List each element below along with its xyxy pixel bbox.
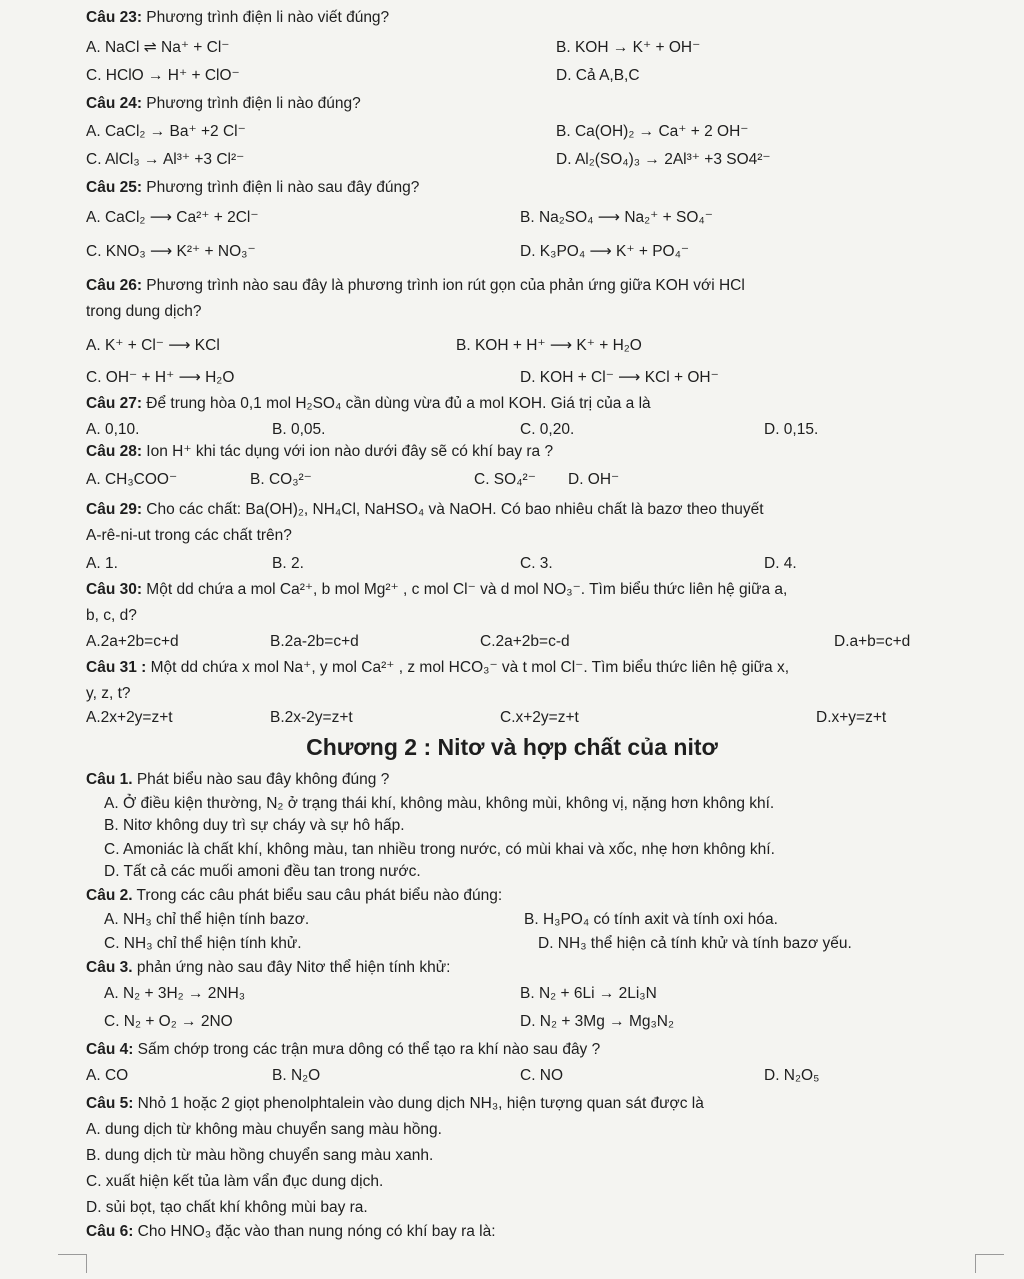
answer-option: C. NH₃ chỉ thể hiện tính khử. bbox=[104, 935, 302, 952]
question-text: Để trung hòa 0,1 mol H₂SO₄ cần dùng vừa đủ a mol KOH. Giá trị của a là bbox=[142, 395, 651, 412]
answer-option: A. 1. bbox=[86, 555, 118, 572]
question-text: Phương trình điện li nào viết đúng? bbox=[142, 9, 390, 26]
answer-option: B. CO₃²⁻ bbox=[250, 471, 312, 488]
question-stem bbox=[86, 276, 994, 296]
question-text: Phát biểu nào sau đây không đúng ? bbox=[132, 771, 390, 788]
question-stem bbox=[86, 394, 994, 414]
answer-option: D. 0,15. bbox=[764, 421, 819, 438]
answer-option: A. dung dịch từ không màu chuyển sang màu hồng. bbox=[86, 1121, 442, 1138]
answer-option: B. Na₂SO₄ ⟶ Na₂⁺ + SO₄⁻ bbox=[520, 209, 713, 226]
answer-option: D. K₃PO₄ ⟶ K⁺ + PO₄⁻ bbox=[520, 243, 690, 260]
answer-option: C. HClO → H⁺ + ClO⁻ bbox=[86, 67, 240, 84]
answer-option: C.x+2y=z+t bbox=[500, 709, 579, 726]
answer-option: D. KOH + Cl⁻ ⟶ KCl + OH⁻ bbox=[520, 369, 719, 386]
question-number: Câu 26: bbox=[86, 277, 142, 294]
question-number: Câu 31 : bbox=[86, 659, 147, 676]
question-stem bbox=[86, 8, 994, 28]
answer-option: B. N₂O bbox=[272, 1067, 321, 1084]
question-text: Nhỏ 1 hoặc 2 giọt phenolphtalein vào dung dịch NH₃, hiện tượng quan sát được là bbox=[133, 1095, 704, 1112]
question-text: Phương trình điện li nào đúng? bbox=[142, 95, 361, 112]
answer-option: C. NO bbox=[520, 1067, 564, 1084]
answer-option: B. H₃PO₄ có tính axit và tính oxi hóa. bbox=[524, 911, 778, 928]
answer-option: A. CO bbox=[86, 1067, 129, 1084]
question-text: Phương trình nào sau đây là phương trình ion rút gọn của phản ứng giữa KOH với HCl bbox=[142, 277, 745, 294]
question-text: Sấm chớp trong các trận mưa dông có thể tạo ra khí nào sau đây ? bbox=[133, 1041, 601, 1058]
answer-option: trong dung dịch? bbox=[86, 303, 202, 320]
question-stem bbox=[86, 1040, 994, 1060]
question-number: Câu 27: bbox=[86, 395, 142, 412]
answer-option: D. Tất cả các muối amoni đều tan trong nước. bbox=[104, 863, 421, 880]
answer-option: B.2a-2b=c+d bbox=[270, 633, 359, 650]
answer-option: C.2a+2b=c-d bbox=[480, 633, 570, 650]
question-text: Trong các câu phát biểu sau câu phát biểu nào đúng: bbox=[132, 887, 503, 904]
answer-option: C. xuất hiện kết tủa làm vẩn đục dung dịch. bbox=[86, 1173, 384, 1190]
answer-option: A. NaCl ⇌ Na⁺ + Cl⁻ bbox=[86, 39, 230, 56]
question-number: Câu 23: bbox=[86, 9, 142, 26]
question-text: Cho các chất: Ba(OH)₂, NH₄Cl, NaHSO₄ và NaOH. Có bao nhiêu chất là bazơ theo thuyết bbox=[142, 501, 764, 518]
question-stem bbox=[86, 770, 994, 790]
answer-option: A. CaCl₂ ⟶ Ca²⁺ + 2Cl⁻ bbox=[86, 209, 259, 226]
answer-option: B. 2. bbox=[272, 555, 304, 572]
question-stem bbox=[86, 886, 994, 906]
question-number: Câu 3. bbox=[86, 959, 133, 976]
answer-option: C. OH⁻ + H⁺ ⟶ H₂O bbox=[86, 369, 235, 386]
answer-option: D. N₂O₅ bbox=[764, 1067, 820, 1084]
question-number: Câu 28: bbox=[86, 443, 142, 460]
answer-option: A. NH₃ chỉ thể hiện tính bazơ. bbox=[104, 911, 310, 928]
question-text: Phương trình điện li nào sau đây đúng? bbox=[142, 179, 420, 196]
question-number: Câu 6: bbox=[86, 1223, 134, 1240]
answer-option: A. N₂ + 3H₂ → 2NH₃ bbox=[104, 985, 246, 1002]
answer-option: A. 0,10. bbox=[86, 421, 140, 438]
answer-option: D. Cả A,B,C bbox=[556, 67, 640, 84]
answer-option: C. AlCl₃ → Al³⁺ +3 Cl²⁻ bbox=[86, 151, 245, 168]
question-number: Câu 2. bbox=[86, 887, 133, 904]
answer-option: B. KOH → K⁺ + OH⁻ bbox=[556, 39, 701, 56]
question-number: Câu 1. bbox=[86, 771, 133, 788]
question-stem bbox=[86, 500, 994, 520]
answer-option: A. K⁺ + Cl⁻ ⟶ KCl bbox=[86, 337, 220, 354]
answer-option: A.2a+2b=c+d bbox=[86, 633, 179, 650]
question-text: Một dd chứa x mol Na⁺, y mol Ca²⁺ , z mol HCO₃⁻ và t mol Cl⁻. Tìm biểu thức liên hệ giữa x, bbox=[146, 659, 790, 676]
chapter-title: Chương 2 : Nitơ và hợp chất của nitơ bbox=[306, 734, 718, 760]
question-number: Câu 5: bbox=[86, 1095, 134, 1112]
question-stem bbox=[86, 958, 994, 978]
answer-option: A-rê-ni-ut trong các chất trên? bbox=[86, 527, 292, 544]
question-stem bbox=[86, 1222, 994, 1242]
answer-option: B. Ca(OH)₂ → Ca⁺ + 2 OH⁻ bbox=[556, 123, 749, 140]
answer-option: C. N₂ + O₂ → 2NO bbox=[104, 1013, 233, 1030]
question-number: Câu 29: bbox=[86, 501, 142, 518]
question-number: Câu 25: bbox=[86, 179, 142, 196]
question-stem bbox=[86, 658, 994, 678]
answer-option: B. N₂ + 6Li → 2Li₃N bbox=[520, 985, 657, 1002]
answer-option: A. Ở điều kiện thường, N₂ ở trạng thái khí, không màu, không mùi, không vị, nặng hơn không khí. bbox=[104, 795, 775, 812]
answer-option: D. N₂ + 3Mg → Mg₃N₂ bbox=[520, 1013, 675, 1030]
answer-option: D. 4. bbox=[764, 555, 797, 572]
answer-option: y, z, t? bbox=[86, 685, 131, 702]
answer-option: D. sủi bọt, tạo chất khí không mùi bay ra. bbox=[86, 1199, 368, 1216]
question-stem bbox=[86, 178, 994, 198]
answer-option: C. 3. bbox=[520, 555, 553, 572]
answer-option: A. CH₃COO⁻ bbox=[86, 471, 178, 488]
answer-option: D.x+y=z+t bbox=[816, 709, 887, 726]
answer-option: C. 0,20. bbox=[520, 421, 575, 438]
answer-option: B. dung dịch từ màu hồng chuyển sang màu xanh. bbox=[86, 1147, 434, 1164]
answer-option: D.a+b=c+d bbox=[834, 633, 911, 650]
question-stem bbox=[86, 580, 994, 600]
question-text: Một dd chứa a mol Ca²⁺, b mol Mg²⁺ , c mol Cl⁻ và d mol NO₃⁻. Tìm biểu thức liên hệ giữa a, bbox=[142, 581, 788, 598]
answer-option: B. 0,05. bbox=[272, 421, 326, 438]
answer-option: C. SO₄²⁻ bbox=[474, 471, 536, 488]
answer-option: C. Amoniác là chất khí, không màu, tan nhiều trong nước, có mùi khai và xốc, nhẹ hơn không khí. bbox=[104, 841, 775, 858]
answer-option: b, c, d? bbox=[86, 607, 137, 624]
answer-option: D. NH₃ thể hiện cả tính khử và tính bazơ yếu. bbox=[538, 935, 852, 952]
question-number: Câu 4: bbox=[86, 1041, 134, 1058]
page-corner-mark bbox=[975, 1254, 1004, 1273]
question-number: Câu 24: bbox=[86, 95, 142, 112]
question-text: phản ứng nào sau đây Nitơ thể hiện tính khử: bbox=[132, 959, 451, 976]
question-stem bbox=[86, 94, 994, 114]
page-corner-mark bbox=[58, 1254, 87, 1273]
answer-option: D. Al₂(SO₄)₃ → 2Al³⁺ +3 SO4²⁻ bbox=[556, 151, 771, 168]
answer-option: C. KNO₃ ⟶ K²⁺ + NO₃⁻ bbox=[86, 243, 256, 260]
question-number: Câu 30: bbox=[86, 581, 142, 598]
question-stem bbox=[86, 1094, 994, 1114]
answer-option: B. KOH + H⁺ ⟶ K⁺ + H₂O bbox=[456, 337, 642, 354]
question-text: Ion H⁺ khi tác dụng với ion nào dưới đây sẽ có khí bay ra ? bbox=[142, 443, 554, 460]
question-stem bbox=[86, 442, 994, 462]
answer-option: A.2x+2y=z+t bbox=[86, 709, 173, 726]
answer-option: B. Nitơ không duy trì sự cháy và sự hô hấp. bbox=[104, 817, 405, 834]
answer-option: A. CaCl₂ → Ba⁺ +2 Cl⁻ bbox=[86, 123, 246, 140]
answer-option: B.2x-2y=z+t bbox=[270, 709, 353, 726]
question-text: Cho HNO₃ đặc vào than nung nóng có khí bay ra là: bbox=[133, 1223, 496, 1240]
answer-option: D. OH⁻ bbox=[568, 471, 620, 488]
